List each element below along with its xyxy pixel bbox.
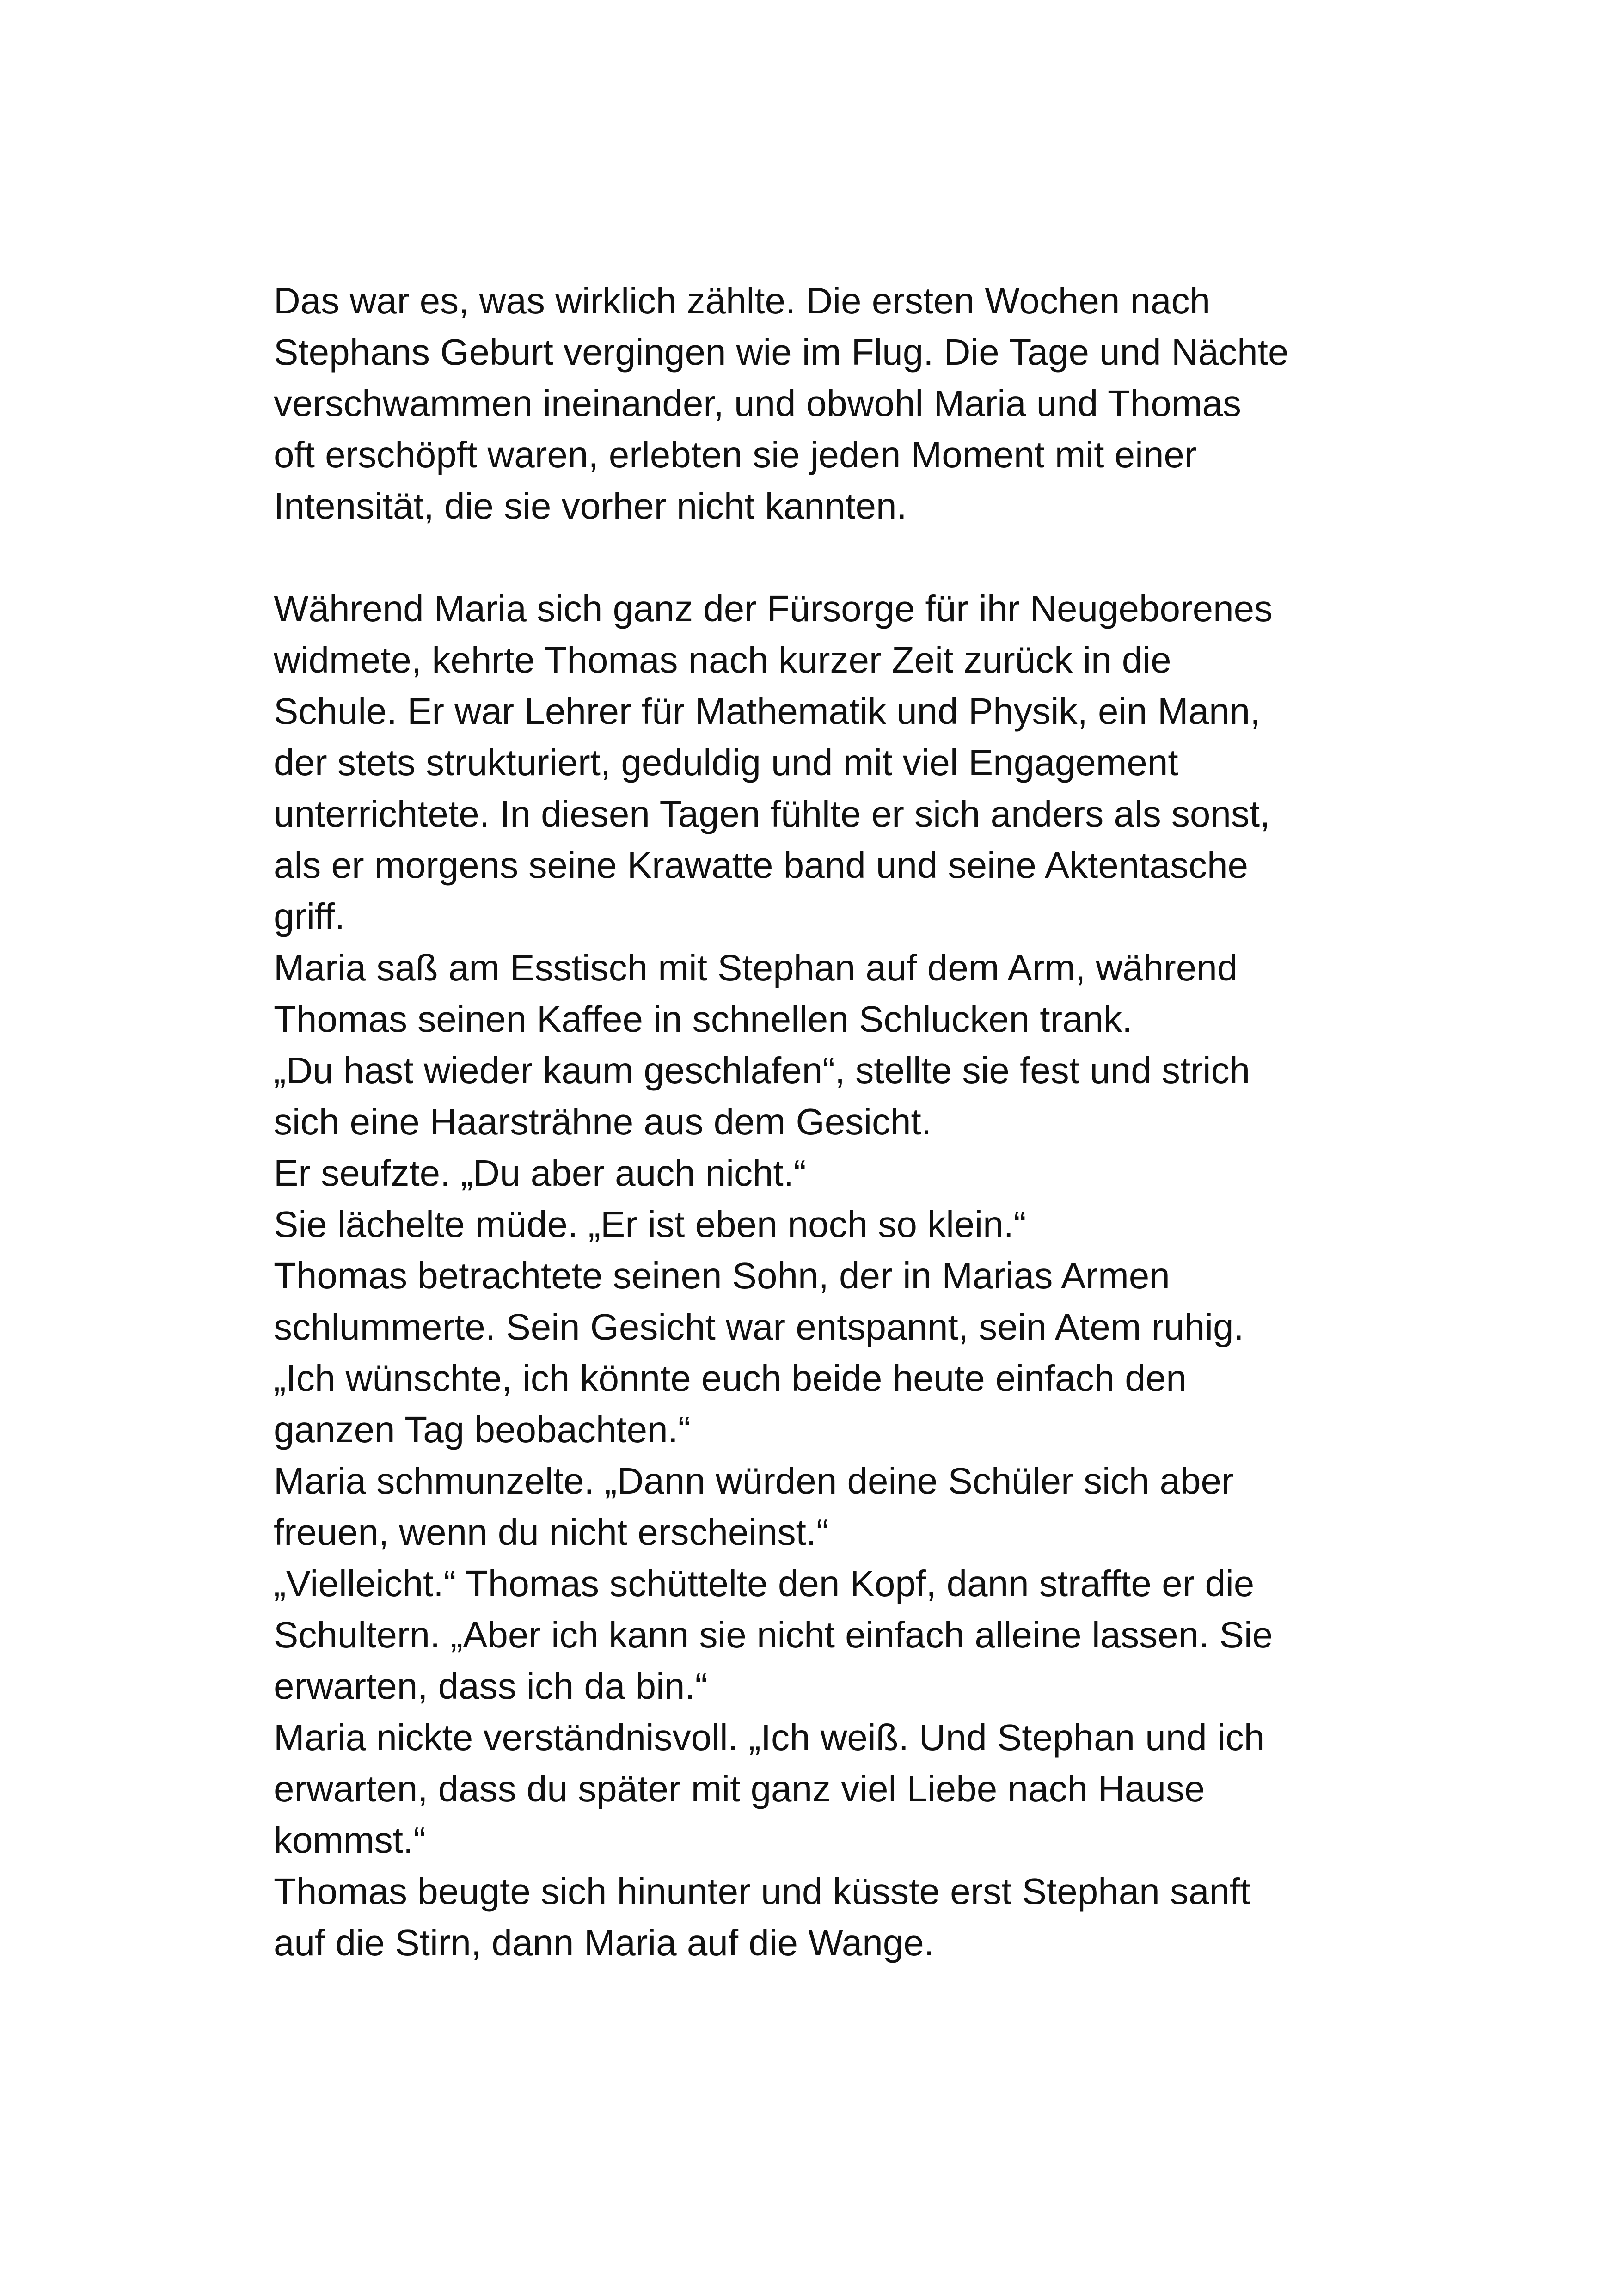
- text-line: Während Maria sich ganz der Fürsorge für ihr Neugeborenes: [274, 588, 1273, 629]
- body-text: [274, 275, 1392, 1968]
- text-line: Sie lächelte müde. „Er ist eben noch so klein.“: [274, 1204, 1026, 1245]
- text-line: der stets strukturiert, geduldig und mit viel Engagement: [274, 742, 1178, 783]
- text-line: ganzen Tag beobachten.“: [274, 1409, 691, 1450]
- paragraph-gap: [274, 532, 1392, 583]
- text-line: Maria saß am Esstisch mit Stephan auf dem Arm, während: [274, 947, 1238, 988]
- text-line: Thomas beugte sich hinunter und küsste erst Stephan sanft: [274, 1871, 1250, 1912]
- paragraph-2: [274, 583, 1392, 1968]
- text-line: als er morgens seine Krawatte band und seine Aktentasche: [274, 845, 1248, 886]
- text-line: erwarten, dass du später mit ganz viel Liebe nach Hause: [274, 1768, 1205, 1809]
- text-line: Thomas seinen Kaffee in schnellen Schlucken trank.: [274, 998, 1133, 1040]
- text-line: Maria schmunzelte. „Dann würden deine Schüler sich aber: [274, 1460, 1234, 1501]
- text-line: Stephans Geburt vergingen wie im Flug. Die Tage und Nächte: [274, 331, 1289, 373]
- text-line: kommst.“: [274, 1819, 426, 1861]
- text-line: Schultern. „Aber ich kann sie nicht einfach alleine lassen. Sie: [274, 1614, 1273, 1655]
- text-line: „Du hast wieder kaum geschlafen“, stellte sie fest und strich: [274, 1050, 1250, 1091]
- text-line: auf die Stirn, dann Maria auf die Wange.: [274, 1922, 934, 1963]
- text-line: widmete, kehrte Thomas nach kurzer Zeit zurück in die: [274, 639, 1171, 680]
- text-line: Thomas betrachtete seinen Sohn, der in Marias Armen: [274, 1255, 1170, 1296]
- text-line: unterrichtete. In diesen Tagen fühlte er sich anders als sonst,: [274, 793, 1270, 834]
- text-line: „Ich wünschte, ich könnte euch beide heute einfach den: [274, 1358, 1187, 1399]
- paragraph-1: [274, 275, 1392, 532]
- text-line: erwarten, dass ich da bin.“: [274, 1665, 708, 1707]
- text-line: Maria nickte verständnisvoll. „Ich weiß. Und Stephan und ich: [274, 1717, 1265, 1758]
- text-line: Schule. Er war Lehrer für Mathematik und Physik, ein Mann,: [274, 691, 1261, 732]
- text-line: sich eine Haarsträhne aus dem Gesicht.: [274, 1101, 932, 1142]
- text-line: verschwammen ineinander, und obwohl Maria und Thomas: [274, 383, 1242, 424]
- text-line: Er seufzte. „Du aber auch nicht.“: [274, 1152, 806, 1194]
- text-line: Das war es, was wirklich zählte. Die ersten Wochen nach: [274, 280, 1211, 321]
- text-line: griff.: [274, 896, 345, 937]
- text-line: oft erschöpft waren, erlebten sie jeden Moment mit einer: [274, 434, 1197, 475]
- text-line: freuen, wenn du nicht erscheinst.“: [274, 1512, 829, 1553]
- text-line: schlummerte. Sein Gesicht war entspannt, sein Atem ruhig.: [274, 1306, 1244, 1347]
- text-line: „Vielleicht.“ Thomas schüttelte den Kopf, dann straffte er die: [274, 1563, 1255, 1604]
- text-line: Intensität, die sie vorher nicht kannten.: [274, 485, 907, 527]
